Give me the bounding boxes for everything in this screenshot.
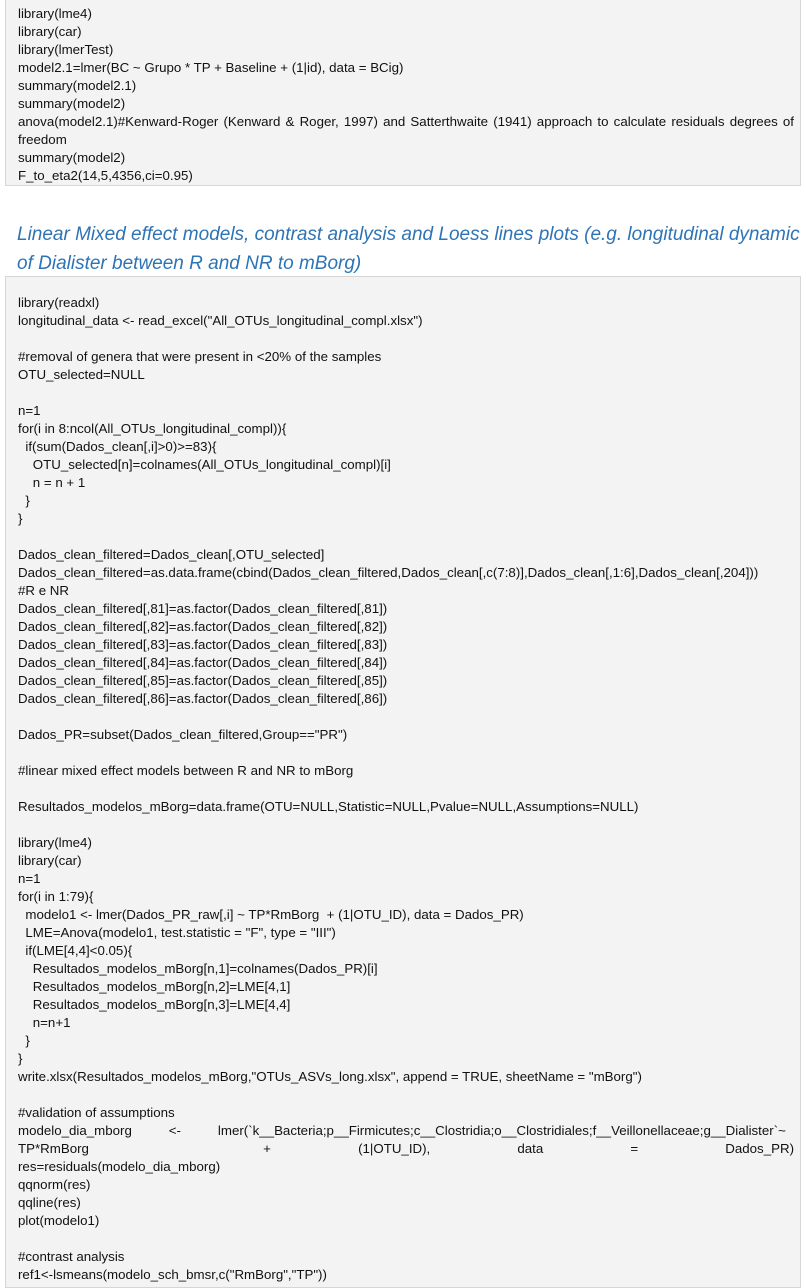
code-line: F_to_eta2(14,5,4356,ci=0.95) [18,168,193,183]
code-line: } [18,1051,23,1066]
code-line: model2.1=lmer(BC ~ Grupo * TP + Baseline + (1|id), data = BCig) [18,60,404,75]
code-line: #linear mixed effect models between R and NR to mBorg [18,763,354,778]
code-line: library(readxl) [18,295,100,310]
code-line: n=1 [18,403,41,418]
code-line: for(i in 8:ncol(All_OTUs_longitudinal_compl)){ [18,421,287,436]
code-line: Resultados_modelos_mBorg[n,3]=LME[4,4] [18,997,291,1012]
code-line: n=n+1 [18,1015,71,1030]
code-line [18,1230,794,1248]
code-line: Dados_clean_filtered=as.data.frame(cbind(Dados_clean_filtered,Dados_clean[,c(7:8)],Dados_clean[,1:6],Dados_clean[,204])) [18,565,759,580]
code-line: TP*RmBorg + (1|OTU_ID), data = Dados_PR) [18,1141,794,1156]
code-line: #R e NR [18,583,69,598]
code-line [18,330,794,348]
code-line: Dados_clean_filtered[,82]=as.factor(Dados_clean_filtered[,82]) [18,619,388,634]
code-line: summary(model2.1) [18,78,137,93]
code-line [18,816,794,834]
code-line: ref1<-lsmeans(modelo_sch_bmsr,c("RmBorg","TP")) [18,1267,327,1282]
code-line: freedom [18,132,67,147]
code-line: #contrast analysis [18,1249,125,1264]
code-line: library(car) [18,853,82,868]
code-line: Resultados_modelos_mBorg[n,1]=colnames(Dados_PR)[i] [18,961,378,976]
code-line: OTU_selected[n]=colnames(All_OTUs_longitudinal_compl)[i] [18,457,391,472]
code-line: Dados_PR=subset(Dados_clean_filtered,Group=="PR") [18,727,348,742]
code-line: plot(modelo1) [18,1213,100,1228]
code-line: longitudinal_data <- read_excel("All_OTUs_longitudinal_compl.xlsx") [18,313,423,328]
code-line: for(i in 1:79){ [18,889,94,904]
section-heading: Linear Mixed effect models, contrast analysis and Loess lines plots (e.g. longitudinal dynamic of Dialister between R and NR to mBorg) [17,224,800,274]
code-line: Dados_clean_filtered[,85]=as.factor(Dados_clean_filtered[,85]) [18,673,388,688]
code-line: n = n + 1 [18,475,86,490]
code-line: write.xlsx(Resultados_modelos_mBorg,"OTUs_ASVs_long.xlsx", append = TRUE, sheetName = "mBorg") [18,1069,642,1084]
code-line [18,780,794,798]
code-line: anova(model2.1)#Kenward-Roger (Kenward & Roger, 1997) and Satterthwaite (1941) approach to calculate residuals degrees of [18,114,794,129]
code-line: Dados_clean_filtered[,81]=as.factor(Dados_clean_filtered[,81]) [18,601,388,616]
code-line: OTU_selected=NULL [18,367,145,382]
code-line: modelo_dia_mborg <- lmer(`k__Bacteria;p__Firmicutes;c__Clostridia;o__Clostridiales;f__Veillonellaceae;g__Dialister`~ [18,1123,786,1138]
code-line: #validation of assumptions [18,1105,175,1120]
code-line [18,744,794,762]
code-line [18,1086,794,1104]
code-line [18,528,794,546]
code-line: } [18,493,30,508]
code-line: Dados_clean_filtered=Dados_clean[,OTU_selected] [18,547,325,562]
code-line: Resultados_modelos_mBorg[n,2]=LME[4,1] [18,979,291,994]
code-line: library(car) [18,24,82,39]
code-line: Resultados_modelos_mBorg=data.frame(OTU=NULL,Statistic=NULL,Pvalue=NULL,Assumptions=NULL) [18,799,639,814]
code-block-main [5,276,801,1288]
code-line: Dados_clean_filtered[,86]=as.factor(Dados_clean_filtered[,86]) [18,691,388,706]
code-line: LME=Anova(modelo1, test.statistic = "F", type = "III") [18,925,336,940]
code-line [18,708,794,726]
code-line: summary(model2) [18,150,126,165]
code-line [18,384,794,402]
code-line: modelo1 <- lmer(Dados_PR_raw[,i] ~ TP*RmBorg + (1|OTU_ID), data = Dados_PR) [18,907,524,922]
code-line: library(lme4) [18,6,92,21]
code-line: res=residuals(modelo_dia_mborg) [18,1159,221,1174]
code-line: n=1 [18,871,41,886]
code-block-top [5,0,801,186]
code-line: Dados_clean_filtered[,83]=as.factor(Dados_clean_filtered[,83]) [18,637,388,652]
code-line: } [18,1033,30,1048]
code-line: } [18,511,23,526]
code-line: if(LME[4,4]<0.05){ [18,943,133,958]
code-line: library(lme4) [18,835,92,850]
code-line: summary(model2) [18,96,126,111]
code-line: #removal of genera that were present in <20% of the samples [18,349,382,364]
code-line: qqline(res) [18,1195,81,1210]
code-line: Dados_clean_filtered[,84]=as.factor(Dados_clean_filtered[,84]) [18,655,388,670]
code-line: library(lmerTest) [18,42,114,57]
code-line: qqnorm(res) [18,1177,91,1192]
code-line: if(sum(Dados_clean[,i]>0)>=83){ [18,439,217,454]
